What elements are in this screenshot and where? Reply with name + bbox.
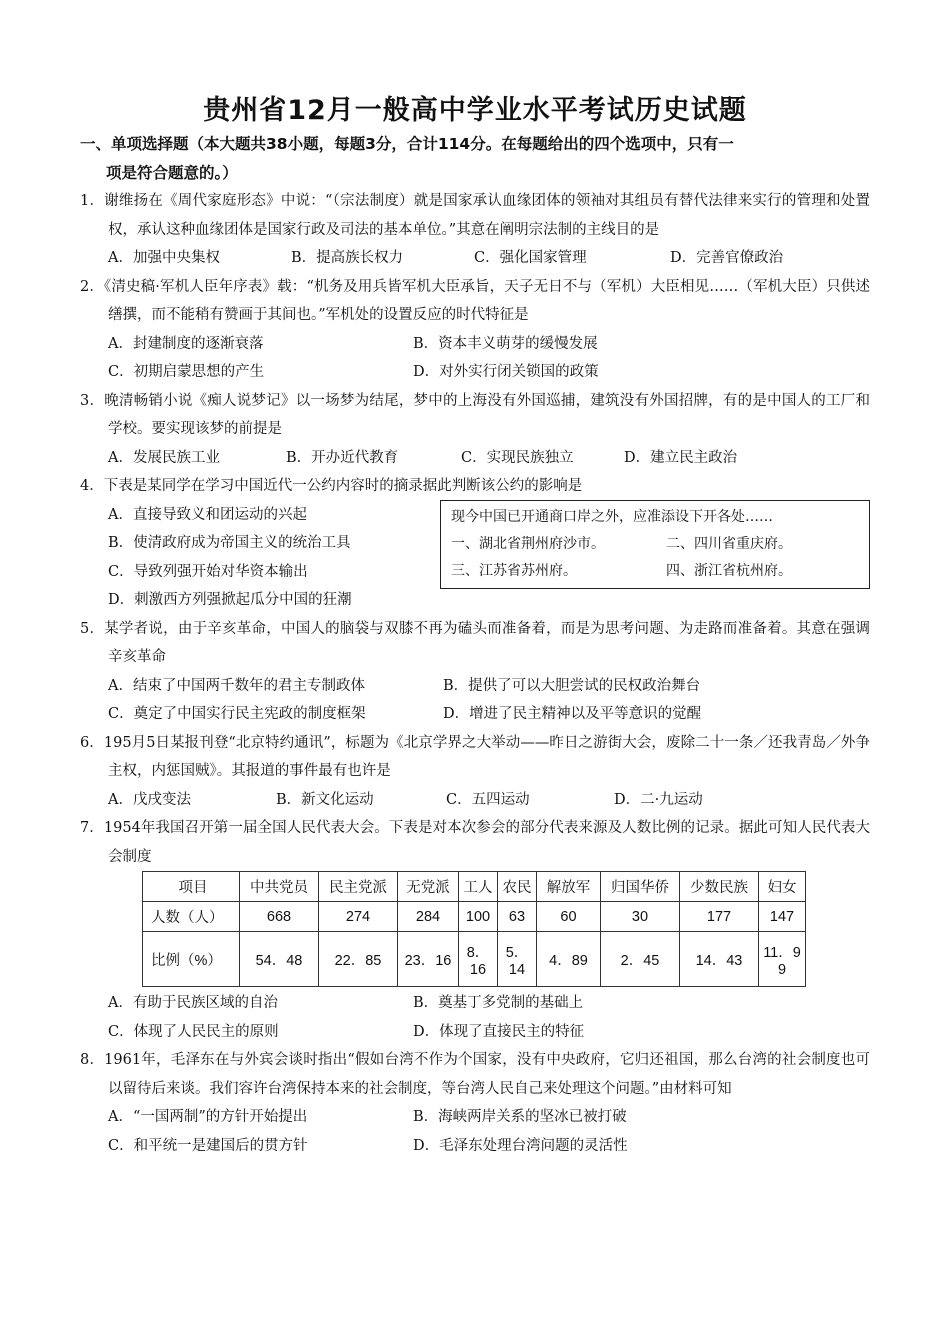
table-cell: 14．43 — [680, 932, 759, 987]
option-c[interactable]: C．导致列强开始对华资本输出 — [108, 563, 308, 580]
question-7-stem: 7．1954年我国召开第一届全国人民代表大会。下表是对本次参会的部分代表来源及人数比例的记录。据此可知人民代表大会制度 — [80, 820, 870, 865]
option-b[interactable]: B．提供了可以大胆尝试的民权政治舞台 — [443, 677, 701, 694]
table-cell: 5．14 — [498, 932, 537, 987]
option-a[interactable]: A．戊戌变法 — [108, 791, 191, 808]
question-5-options — [80, 672, 870, 729]
table-cell: 22．85 — [319, 932, 398, 987]
table-cell: 177 — [680, 902, 759, 932]
question-8-options — [80, 1103, 870, 1160]
question-4-stem: 4．下表是某同学在学习中国近代一公约内容时的摘录据此判断该公约的影响是 — [80, 478, 583, 494]
option-d[interactable]: D．对外实行闭关锁国的政策 — [413, 364, 599, 380]
table-cell: 668 — [240, 902, 319, 932]
option-a[interactable]: A．“一国两制”的方针开始提出 — [108, 1109, 308, 1125]
option-c[interactable]: C．强化国家管理 — [474, 250, 587, 266]
table-header-cell: 解放军 — [537, 872, 601, 902]
table-cell: 2．45 — [601, 932, 680, 987]
table-cell: 23．16 — [398, 932, 459, 987]
table-cell: 63 — [498, 902, 537, 932]
table-header-cell: 归国华侨 — [601, 872, 680, 902]
option-c[interactable]: C．和平统一是建国后的贯方针 — [108, 1137, 308, 1154]
table-cell: 60 — [537, 902, 601, 932]
question-6-options — [80, 786, 870, 815]
table-cell: 8．16 — [459, 932, 498, 987]
table-header-cell: 民主党派 — [319, 872, 398, 902]
treaty-excerpt-item: 四、浙江省杭州府。 — [666, 563, 792, 579]
question-8-stem: 8．1961年，毛泽东在与外宾会谈时指出“假如台湾不作为个国家，没有中央政府，它归还祖国，那么台湾的社会制度也可以留待后来谈。我们容许台湾保持本来的社会制度，等台湾人民自己来处理这个问题。”由材料可知 — [80, 1052, 870, 1097]
option-b[interactable]: B．开办近代教育 — [286, 449, 399, 466]
option-b[interactable]: B．资本丰义萌芽的缓慢发展 — [413, 335, 598, 352]
option-d[interactable]: D．建立民主政治 — [624, 449, 738, 466]
option-c[interactable]: C．实现民族独立 — [461, 449, 574, 466]
table-cell: 284 — [398, 902, 459, 932]
section-heading-line1: 一、单项选择题（本大题共38小题，每题3分，合计114分。在每题给出的四个选项中，只有一 — [80, 135, 734, 153]
option-c[interactable]: C．初期启蒙思想的产生 — [108, 364, 265, 380]
question-list — [80, 187, 870, 1160]
table-row — [143, 902, 806, 932]
table-cell: 54．48 — [240, 932, 319, 987]
treaty-excerpt-box — [440, 500, 870, 589]
question-5-stem: 5．某学者说，由于辛亥革命，中国人的脑袋与双膝不再为磕头而准备着，而是为思考问题、为走路而准备着。其意在强调辛亥革命 — [80, 620, 870, 665]
table-cell: 100 — [459, 902, 498, 932]
table-header-cell: 工人 — [459, 872, 498, 902]
option-a[interactable]: A．有助于民族区域的自治 — [108, 995, 278, 1011]
option-d[interactable]: D．二·九运动 — [614, 791, 703, 808]
table-row — [143, 932, 806, 987]
option-d[interactable]: D．增进了民主精神以及平等意识的觉醒 — [443, 706, 702, 722]
table-header-cell: 项目 — [143, 872, 240, 902]
option-c[interactable]: C．五四运动 — [446, 791, 530, 808]
question-4 — [80, 472, 870, 615]
question-1-options — [80, 244, 870, 273]
table-header-cell: 无党派 — [398, 872, 459, 902]
question-5 — [80, 615, 870, 729]
delegates-table — [142, 871, 806, 987]
table-cell: 147 — [759, 902, 806, 932]
option-c[interactable]: C．奠定了中国实行民主宪政的制度框架 — [108, 706, 366, 722]
table-header-cell: 少数民族 — [680, 872, 759, 902]
table-header-cell: 农民 — [498, 872, 537, 902]
table-header-cell: 中共党员 — [240, 872, 319, 902]
table-cell: 11．99 — [759, 932, 806, 987]
option-d[interactable]: D．毛泽东处理台湾问题的灵活性 — [413, 1137, 628, 1154]
option-c[interactable]: C．体现了人民民主的原则 — [108, 1023, 279, 1040]
option-b[interactable]: B．新文化运动 — [276, 791, 374, 808]
question-7 — [80, 814, 870, 1046]
question-6-stem: 6．195月5日某报刊登“北京特约通讯”，标题为《北京学界之大举动——昨日之游街大会，废除二十一条／还我青岛／外争主权，内惩国贼》。其报道的事件最有也许是 — [80, 734, 870, 779]
question-2 — [80, 273, 870, 387]
table-cell: 比例（%） — [143, 932, 240, 987]
option-d[interactable]: D．体现了直接民主的特征 — [413, 1023, 585, 1040]
table-header-cell: 妇女 — [759, 872, 806, 902]
table-cell: 4．89 — [537, 932, 601, 987]
question-3-stem: 3．晚清畅销小说《痴人说梦记》以一场梦为结尾，梦中的上海没有外国巡捕，建筑没有外国招牌，有的是中国人的工厂和学校。要实现该梦的前提是 — [80, 392, 870, 437]
option-a[interactable]: A．封建制度的逐渐衰落 — [108, 335, 264, 352]
treaty-excerpt-item: 二、四川省重庆府。 — [666, 536, 792, 552]
question-3-options — [80, 444, 870, 473]
treaty-excerpt-item: 一、湖北省荆州府沙市。 — [451, 536, 605, 552]
option-b[interactable]: B．提高族长权力 — [291, 250, 404, 266]
question-2-stem: 2．《清史稿·军机人臣年序表》载：“机务及用兵皆军机大臣承旨，天子无日不与（军机）大臣相见……（军机大臣）只供述缮撰，而不能稍有赞画于其间也。”军机处的设置反应的时代特征是 — [80, 278, 870, 323]
section-heading-line2: 项是符合题意的。） — [106, 164, 238, 182]
page-title: 贵州省12月一般高中学业水平考试历史试题 — [203, 95, 747, 126]
question-3 — [80, 387, 870, 473]
option-a[interactable]: A．结束了中国两千数年的君主专制政体 — [108, 677, 365, 694]
option-b[interactable]: B．奠基丁多党制的基础上 — [413, 995, 584, 1011]
table-cell: 30 — [601, 902, 680, 932]
treaty-excerpt-row — [451, 558, 859, 585]
treaty-excerpt-item: 三、江苏省苏州府。 — [451, 563, 577, 579]
question-1 — [80, 187, 870, 273]
question-2-options — [80, 330, 870, 387]
table-header-row — [143, 872, 806, 902]
option-a[interactable]: A．直接导致义和团运动的兴起 — [108, 506, 307, 523]
treaty-excerpt-row — [451, 531, 859, 558]
question-8 — [80, 1046, 870, 1160]
question-6 — [80, 729, 870, 815]
option-b[interactable]: B．海峡两岸关系的坚冰已被打破 — [413, 1109, 627, 1125]
option-d[interactable]: D．刺激西方列强掀起瓜分中国的狂潮 — [108, 592, 352, 608]
option-a[interactable]: A．发展民族工业 — [108, 449, 220, 466]
table-cell: 人数（人） — [143, 902, 240, 932]
option-b[interactable]: B．使清政府成为帝国主义的统治工具 — [108, 535, 351, 551]
table-cell: 274 — [319, 902, 398, 932]
option-a[interactable]: A．加强中央集权 — [108, 250, 220, 266]
question-1-stem: 1．谢维扬在《周代家庭形态》中说：“（宗法制度）就是国家承认血缘团体的领袖对其组员有替代法律来实行的管理和处置权，承认这种血缘团体是国家行政及司法的基本单位。”其意在阐明宗法制的主线目的是 — [80, 193, 870, 238]
section-heading — [80, 130, 880, 188]
option-d[interactable]: D．完善官僚政治 — [670, 250, 784, 266]
treaty-excerpt-intro: 现今中国已开通商口岸之外，应准添设下开各处…… — [451, 509, 773, 525]
question-7-options — [80, 989, 870, 1046]
